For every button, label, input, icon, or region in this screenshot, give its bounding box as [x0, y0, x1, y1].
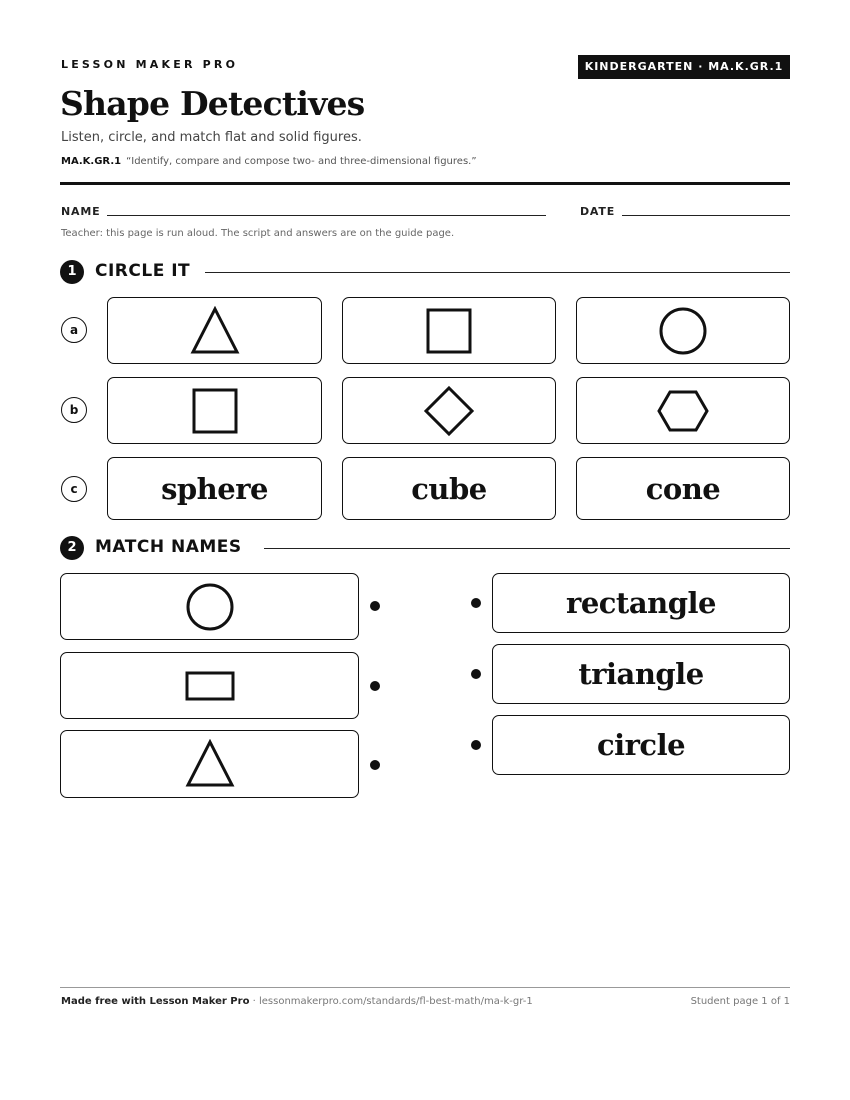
circle-icon — [658, 306, 708, 356]
word-sphere: sphere — [161, 471, 268, 506]
section-1-number: 1 — [60, 260, 84, 284]
footer-made-with: Made free with Lesson Maker Pro — [61, 996, 250, 1007]
match-shape-card-2[interactable] — [60, 652, 359, 719]
date-line[interactable] — [622, 215, 790, 216]
choice-b3[interactable] — [576, 377, 790, 444]
triangle-icon — [185, 739, 235, 789]
match-word-card-2[interactable] — [492, 644, 790, 704]
standard-line — [61, 156, 477, 167]
page-subtitle: Listen, circle, and match flat and solid figures. — [61, 130, 362, 145]
grade-standard-badge: KINDERGARTEN · MA.K.GR.1 — [578, 55, 790, 79]
square-icon — [425, 307, 473, 355]
word-rectangle: rectangle — [566, 586, 716, 620]
section-2-number: 2 — [60, 536, 84, 560]
match-word-card-1[interactable] — [492, 573, 790, 633]
footer-divider — [60, 987, 790, 988]
match-dot-left-2[interactable] — [370, 681, 380, 691]
footer-credit — [61, 996, 533, 1007]
row-a-label: a — [61, 317, 87, 343]
match-dot-right-2[interactable] — [471, 669, 481, 679]
hexagon-icon — [656, 389, 710, 433]
match-dot-right-1[interactable] — [471, 598, 481, 608]
choice-a1[interactable] — [107, 297, 322, 364]
footer-url[interactable]: · lessonmakerpro.com/standards/fl-best-math/ma-k-gr-1 — [249, 996, 533, 1007]
match-dot-left-1[interactable] — [370, 601, 380, 611]
match-dot-left-3[interactable] — [370, 760, 380, 770]
row-c-label: c — [61, 476, 87, 502]
page-title: Shape Detectives — [60, 84, 365, 123]
choice-a3[interactable] — [576, 297, 790, 364]
teacher-note: Teacher: this page is run aloud. The script and answers are on the guide page. — [61, 228, 455, 239]
match-shape-card-1[interactable] — [60, 573, 359, 640]
name-label: NAME — [61, 205, 101, 218]
word-cube: cube — [411, 471, 487, 506]
match-word-card-3[interactable] — [492, 715, 790, 775]
match-shape-card-3[interactable] — [60, 730, 359, 798]
triangle-icon — [190, 306, 240, 356]
match-dot-right-3[interactable] — [471, 740, 481, 750]
section-1-rule — [205, 272, 790, 273]
rectangle-icon — [184, 670, 236, 702]
choice-c2[interactable] — [342, 457, 556, 520]
word-cone: cone — [645, 471, 721, 506]
section-1-title: CIRCLE IT — [95, 261, 191, 281]
square-icon — [191, 387, 239, 435]
standard-code: MA.K.GR.1 — [61, 156, 122, 167]
choice-c3[interactable] — [576, 457, 790, 520]
choice-b2[interactable] — [342, 377, 556, 444]
row-b-label: b — [61, 397, 87, 423]
section-2-title: MATCH NAMES — [95, 537, 242, 557]
standard-description: “Identify, compare and compose two- and three-dimensional figures.” — [126, 156, 477, 167]
footer-page-number: Student page 1 of 1 — [690, 996, 790, 1007]
choice-a2[interactable] — [342, 297, 556, 364]
section-2-rule — [264, 548, 790, 549]
choice-c1[interactable] — [107, 457, 322, 520]
circle-icon — [185, 582, 235, 632]
word-triangle: triangle — [578, 657, 704, 691]
name-line[interactable] — [107, 215, 546, 216]
choice-b1[interactable] — [107, 377, 322, 444]
word-circle: circle — [596, 728, 686, 762]
date-label: DATE — [580, 205, 616, 218]
brand-name: LESSON MAKER PRO — [61, 58, 239, 71]
header-divider — [60, 182, 790, 185]
diamond-icon — [423, 385, 475, 437]
